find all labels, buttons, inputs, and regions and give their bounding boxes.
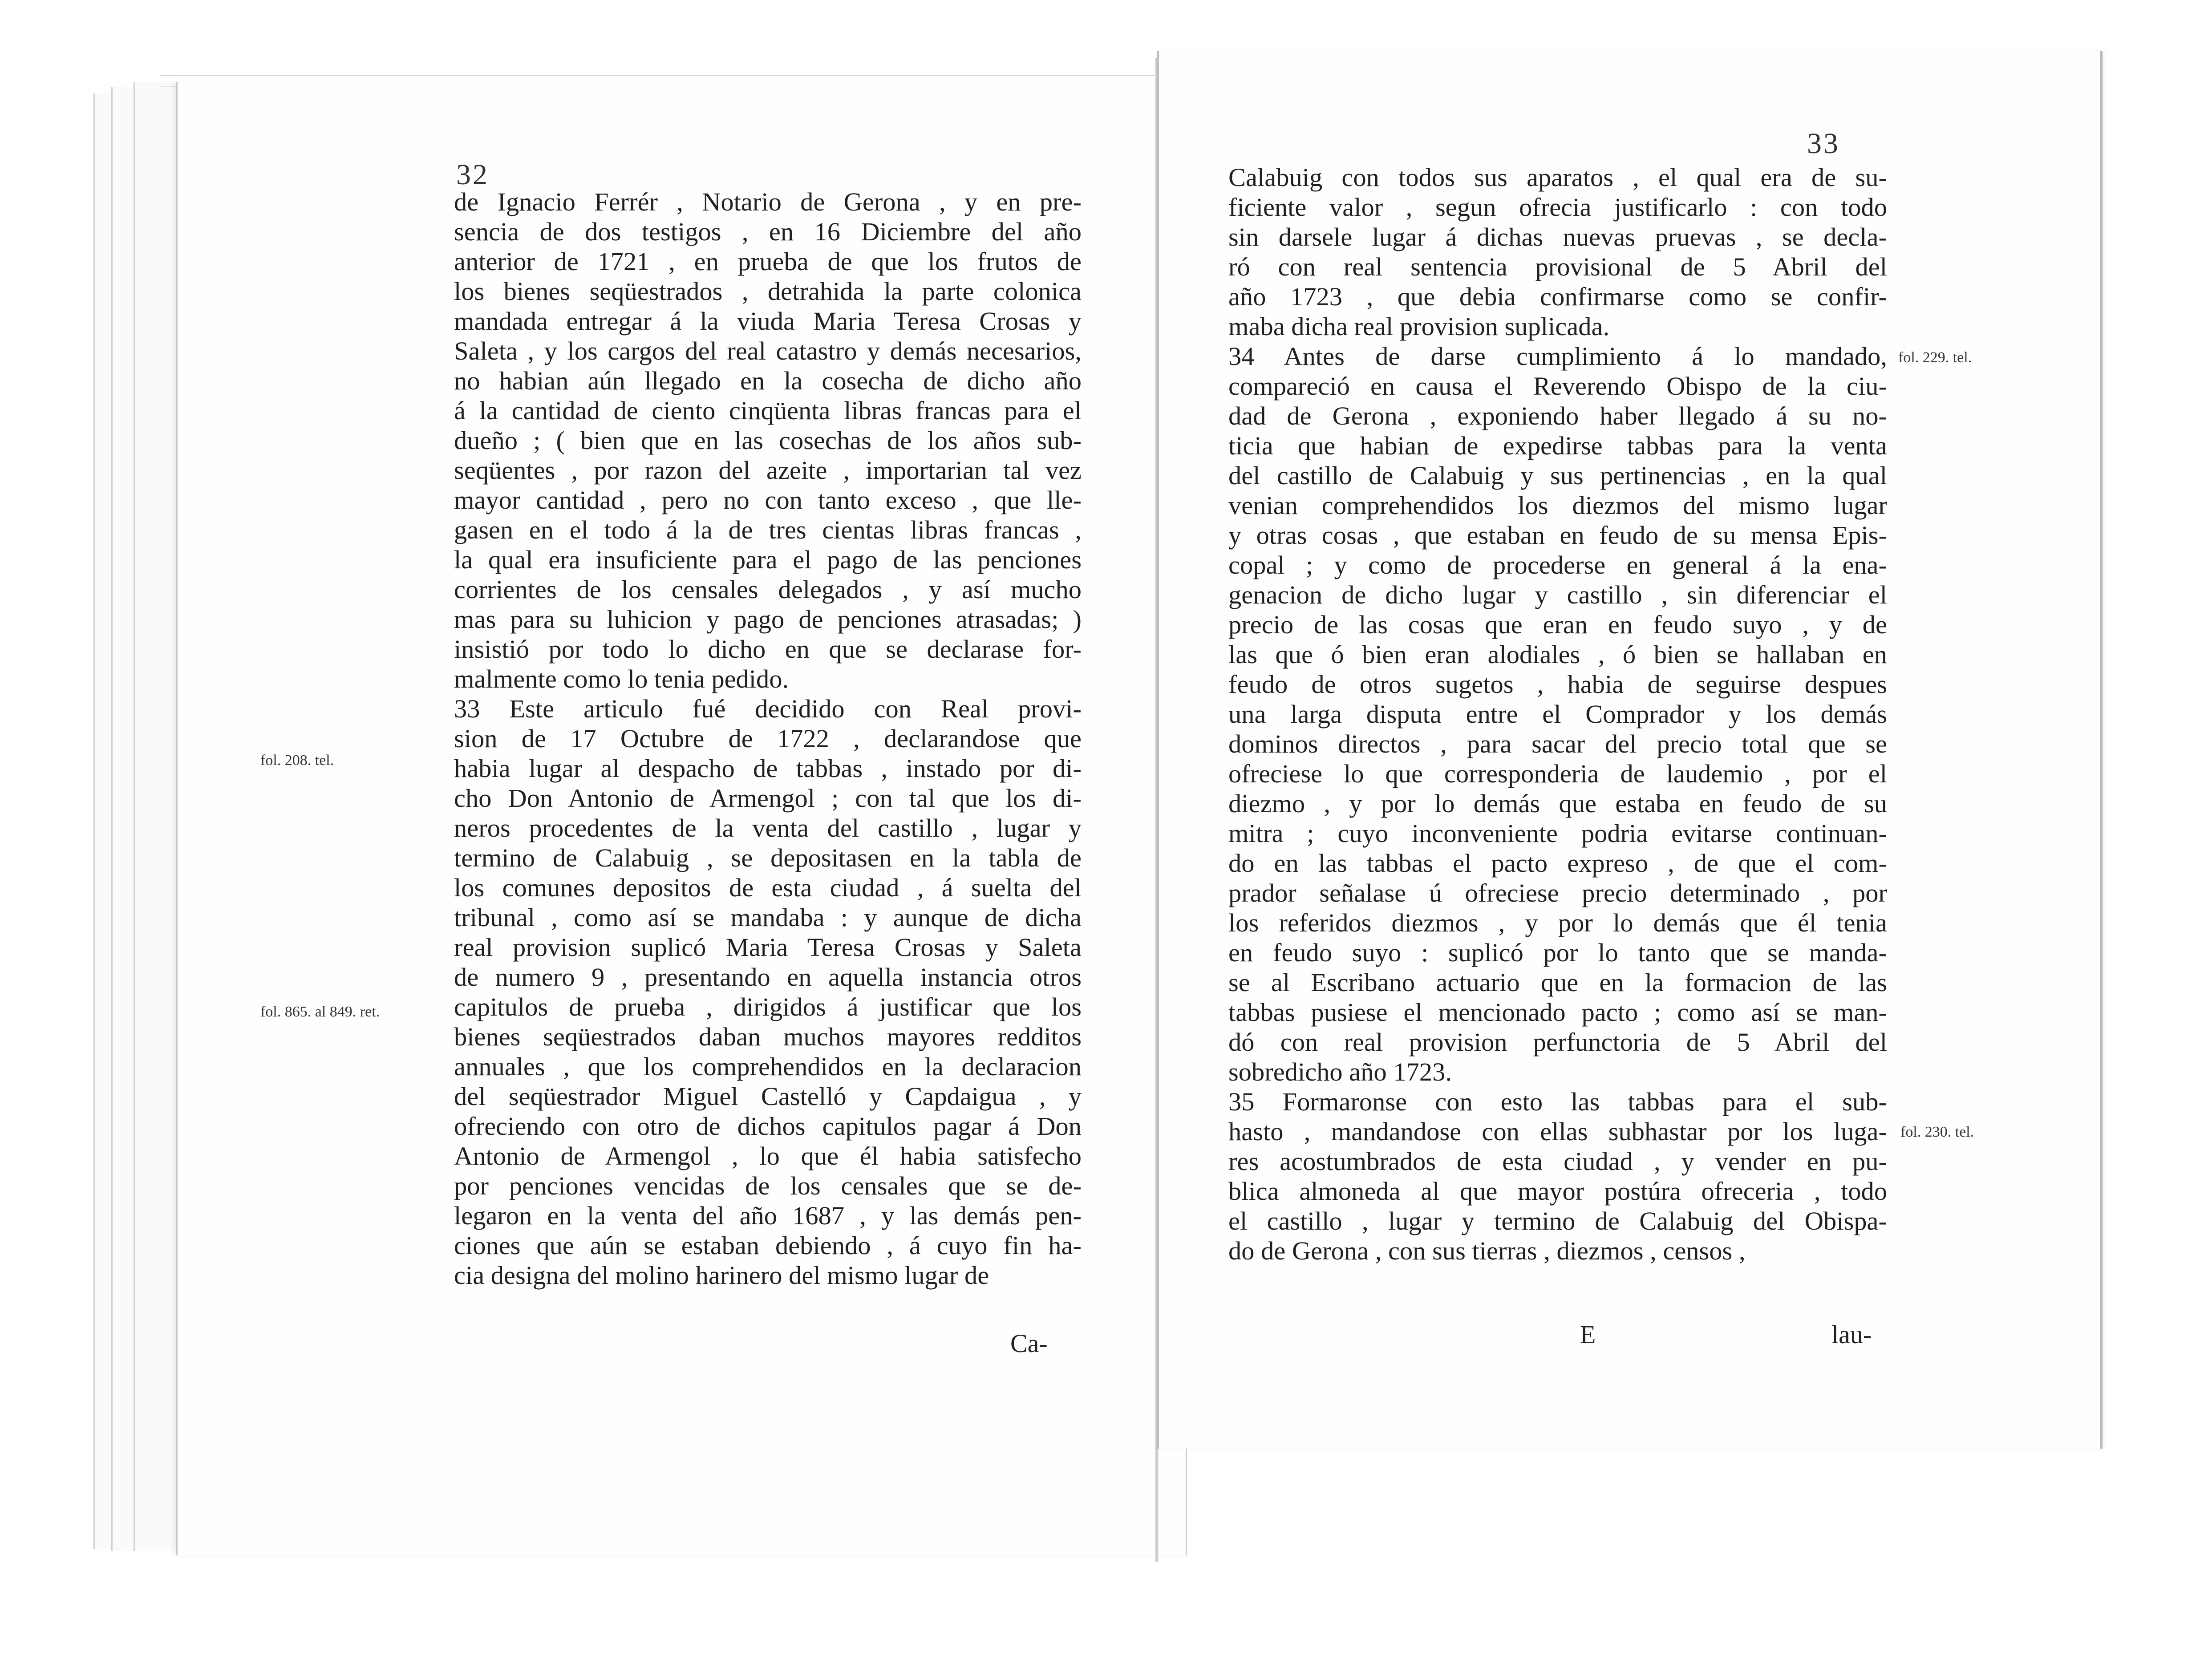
text-line: termino de Calabuig , se depositasen en la tabla de bbox=[454, 843, 1082, 872]
text-line: y otras cosas , que estaban en feudo de su mensa Epis- bbox=[1228, 521, 1887, 550]
text-line: venian comprehendidos los diezmos del mismo lugar bbox=[1228, 491, 1887, 520]
text-line: compareció en causa el Reverendo Obispo de la ciu- bbox=[1228, 372, 1887, 401]
text-line: prador señalase ú ofreciese precio determinado , por bbox=[1228, 879, 1887, 907]
text-line: ofreciendo con otro de dichos capitulos pagar á Don bbox=[454, 1112, 1082, 1141]
left-page-text bbox=[454, 187, 1082, 1290]
text-line: en feudo suyo : suplicó por lo tanto que se manda- bbox=[1228, 938, 1887, 967]
text-line: mandada entregar á la viuda Maria Teresa Crosas y bbox=[454, 307, 1082, 336]
text-line: cia designa del molino harinero del mismo lugar de bbox=[454, 1261, 989, 1290]
text-line: mas para su luhicion y pago de penciones atrasadas; ) bbox=[454, 605, 1082, 634]
text-line: mayor cantidad , pero no con tanto exceso , que lle- bbox=[454, 486, 1082, 514]
right-page-number: 33 bbox=[1807, 127, 1840, 160]
text-line: sobredicho año 1723. bbox=[1228, 1057, 1452, 1086]
text-line: tribunal , como así se mandaba : y aunque de dicha bbox=[454, 903, 1082, 932]
text-line: Calabuig con todos sus aparatos , el qual era de su- bbox=[1228, 163, 1887, 192]
text-line: de numero 9 , presentando en aquella instancia otros bbox=[454, 963, 1082, 992]
text-line: habia lugar al despacho de tabbas , instado por di- bbox=[454, 754, 1082, 783]
text-line: año 1723 , que debia confirmarse como se confir- bbox=[1228, 282, 1887, 311]
text-line: Saleta , y los cargos del real catastro y demás necesarios, bbox=[454, 336, 1082, 365]
text-line: ró con real sentencia provisional de 5 Abril del bbox=[1228, 252, 1887, 281]
text-line: dó con real provision perfunctoria de 5 Abril del bbox=[1228, 1028, 1887, 1057]
text-line: los bienes seqüestrados , detrahida la parte colonica bbox=[454, 277, 1082, 306]
text-line: los comunes depositos de esta ciudad , á suelta del bbox=[454, 873, 1082, 902]
text-line: 35 Formaronse con esto las tabbas para el sub- bbox=[1228, 1087, 1887, 1116]
text-line: las que ó bien eran alodiales , ó bien se hallaban en bbox=[1228, 640, 1887, 669]
text-line: precio de las cosas que eran en feudo suyo , y de bbox=[1228, 610, 1887, 639]
text-line: la qual era insuficiente para el pago de las penciones bbox=[454, 545, 1082, 574]
text-line: por penciones vencidas de los censales que se de- bbox=[454, 1171, 1082, 1200]
text-line: blica almoneda al que mayor postúra ofreceria , todo bbox=[1228, 1177, 1887, 1206]
text-line: cho Don Antonio de Armengol ; con tal que los di- bbox=[454, 784, 1082, 813]
text-line: de Ignacio Ferrér , Notario de Gerona , y en pre- bbox=[454, 187, 1082, 216]
text-line: ciones que aún se estaban debiendo , á cuyo fin ha- bbox=[454, 1231, 1082, 1260]
text-line: maba dicha real provision suplicada. bbox=[1228, 312, 1610, 341]
text-line: dad de Gerona , exponiendo haber llegado á su no- bbox=[1228, 401, 1887, 430]
text-line: tabbas pusiese el mencionado pacto ; como así se man- bbox=[1228, 998, 1887, 1027]
left-page-number: 32 bbox=[456, 158, 489, 191]
text-line: legaron en la venta del año 1687 , y las demás pen- bbox=[454, 1201, 1082, 1230]
text-line: dominos directos , para sacar del precio total que se bbox=[1228, 729, 1887, 758]
text-line: do de Gerona , con sus tierras , diezmos , censos , bbox=[1228, 1236, 1746, 1265]
text-line: capitulos de prueba , dirigidos á justificar que los bbox=[454, 992, 1082, 1021]
text-line: ficiente valor , segun ofrecia justificarlo : con todo bbox=[1228, 193, 1887, 222]
text-line: sencia de dos testigos , en 16 Diciembre del año bbox=[454, 217, 1082, 246]
text-line: se al Escribano actuario que en la formacion de las bbox=[1228, 968, 1887, 997]
text-line: do en las tabbas el pacto expreso , de que el com- bbox=[1228, 849, 1887, 878]
text-line: ofreciese lo que corresponderia de laudemio , por el bbox=[1228, 759, 1887, 788]
text-line: del castillo de Calabuig y sus pertinencias , en la qual bbox=[1228, 461, 1887, 490]
right-catchword: lau- bbox=[1831, 1320, 1872, 1349]
text-line: á la cantidad de ciento cinqüenta libras francas para el bbox=[454, 396, 1082, 425]
text-line: gasen en el todo á la de tres cientas libras francas , bbox=[454, 515, 1082, 544]
text-line: seqüentes , por razon del azeite , importarian tal vez bbox=[454, 456, 1082, 485]
text-line: anterior de 1721 , en prueba de que los frutos de bbox=[454, 247, 1082, 276]
text-line: malmente como lo tenia pedido. bbox=[454, 664, 789, 693]
text-line: sion de 17 Octubre de 1722 , declarandose que bbox=[454, 724, 1082, 753]
right-margin-note-1: fol. 229. tel. bbox=[1898, 349, 1972, 366]
text-line: feudo de otros sugetos , habia de seguirse despues bbox=[1228, 670, 1887, 699]
text-line: una larga disputa entre el Comprador y los demás bbox=[1228, 700, 1887, 729]
text-line: bienes seqüestrados daban muchos mayores redditos bbox=[454, 1022, 1082, 1051]
text-line: insistió por todo lo dicho en que se declarase for- bbox=[454, 635, 1082, 664]
text-line: del seqüestrador Miguel Castelló y Capdaigua , y bbox=[454, 1082, 1082, 1111]
text-line: neros procedentes de la venta del castillo , lugar y bbox=[454, 814, 1082, 842]
text-line: el castillo , lugar y termino de Calabuig del Obispa- bbox=[1228, 1207, 1887, 1235]
left-margin-note-1: fol. 208. tel. bbox=[260, 752, 334, 769]
text-line: copal ; y como de procederse en general á la ena- bbox=[1228, 551, 1887, 579]
right-page-text bbox=[1228, 162, 1887, 1266]
text-line: real provision suplicó Maria Teresa Crosas y Saleta bbox=[454, 933, 1082, 962]
text-line: mitra ; cuyo inconveniente podria evitarse continuan- bbox=[1228, 819, 1887, 848]
text-line: 34 Antes de darse cumplimiento á lo mandado, bbox=[1228, 342, 1887, 371]
text-line: diezmo , y por lo demás que estaba en feudo de su bbox=[1228, 789, 1887, 818]
text-line: annuales , que los comprehendidos en la declaracion bbox=[454, 1052, 1082, 1081]
page-stack-edge bbox=[134, 82, 179, 1551]
text-line: res acostumbrados de esta ciudad , y vender en pu- bbox=[1228, 1147, 1887, 1176]
text-line: ticia que habian de expedirse tabbas para la venta bbox=[1228, 431, 1887, 460]
left-margin-note-2: fol. 865. al 849. ret. bbox=[260, 1004, 380, 1020]
right-margin-note-2: fol. 230. tel. bbox=[1900, 1124, 1974, 1140]
text-line: corrientes de los censales delegados , y así mucho bbox=[454, 575, 1082, 604]
text-line: Antonio de Armengol , lo que él habia satisfecho bbox=[454, 1142, 1082, 1170]
text-line: dueño ; ( bien que en las cosechas de los años sub- bbox=[454, 426, 1082, 455]
text-line: sin darsele lugar á dichas nuevas pruevas , se decla- bbox=[1228, 223, 1887, 251]
left-catchword: Ca- bbox=[1010, 1329, 1048, 1358]
text-line: los referidos diezmos , y por lo demás que él tenia bbox=[1228, 908, 1887, 937]
text-line: genacion de dicho lugar y castillo , sin diferenciar el bbox=[1228, 580, 1887, 609]
text-line: 33 Este articulo fué decidido con Real provi- bbox=[454, 694, 1082, 723]
right-signature-mark: E bbox=[1580, 1320, 1596, 1349]
text-line: hasto , mandandose con ellas subhastar por los luga- bbox=[1228, 1117, 1887, 1146]
text-line: no habian aún llegado en la cosecha de dicho año bbox=[454, 366, 1082, 395]
